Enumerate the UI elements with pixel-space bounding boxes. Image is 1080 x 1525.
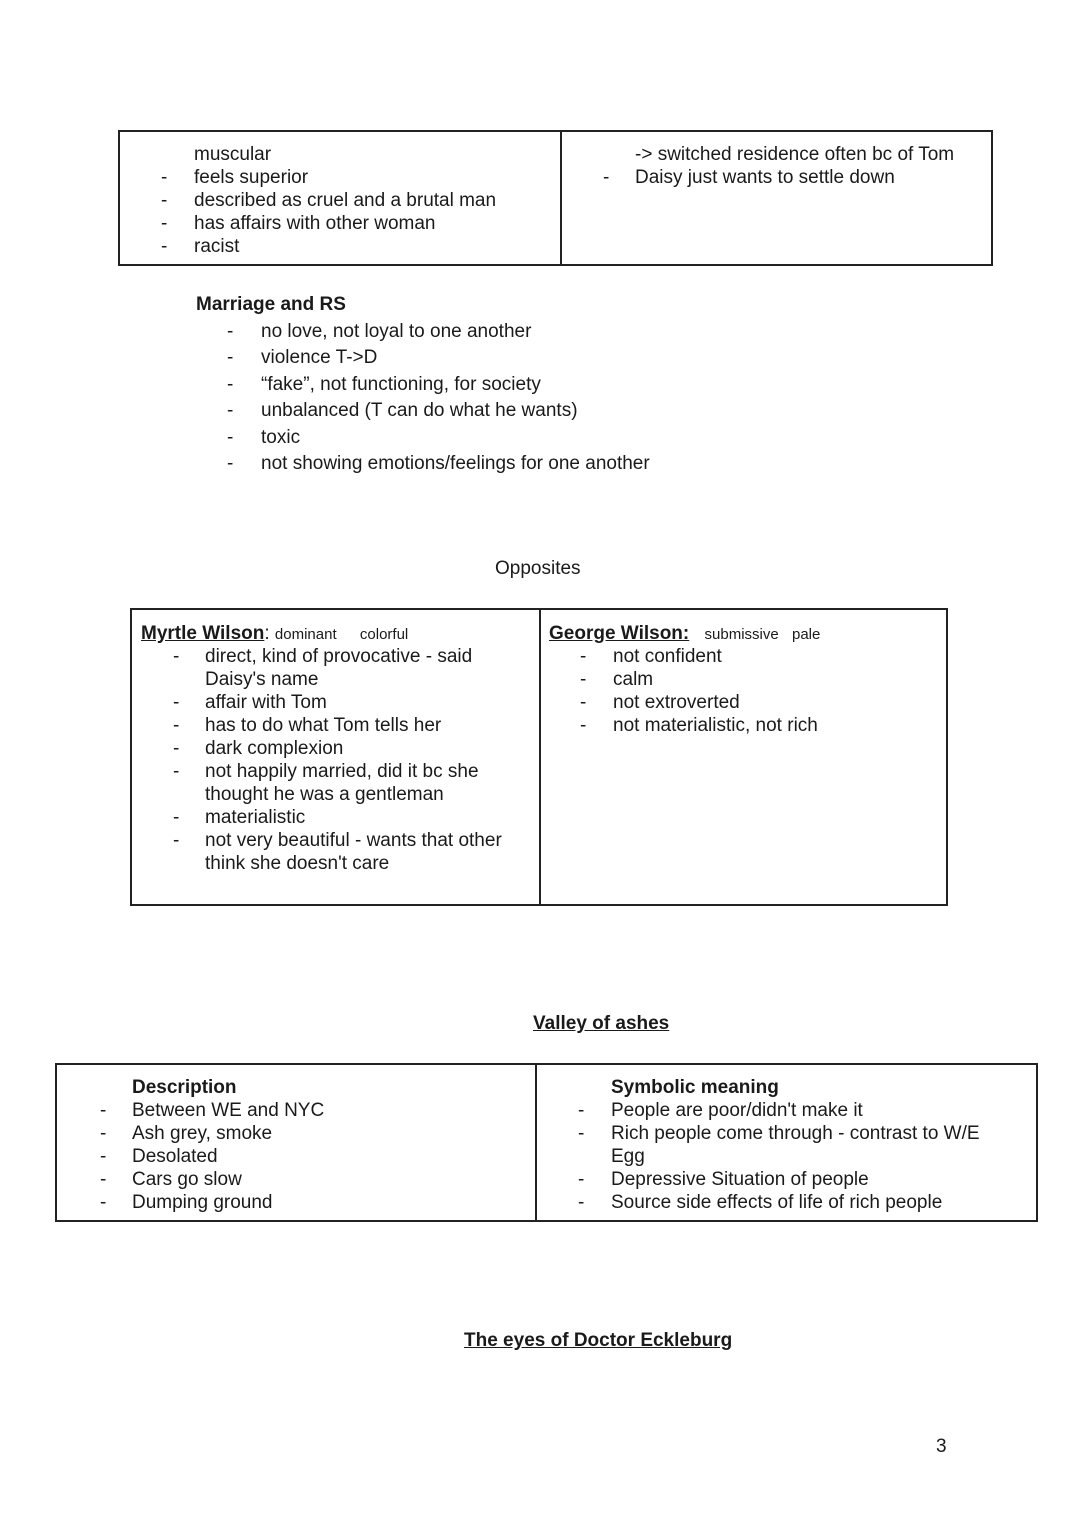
valley-symbolic-line: [537, 1145, 1036, 1168]
george-trait-pale: pale: [791, 626, 821, 643]
valley-description-line: [57, 1122, 535, 1145]
george-name: George Wilson:: [549, 623, 690, 644]
bullet-dash: -: [100, 1146, 107, 1167]
bullet-dash: -: [173, 830, 180, 851]
george-header: [541, 610, 946, 645]
myrtle-trait-text: not happily married, did it bc she: [205, 761, 479, 782]
marriage-item-text: not showing emotions/feelings for one another: [261, 452, 650, 474]
daisy-trait-text: Daisy just wants to settle down: [635, 167, 895, 188]
bullet-dash: -: [603, 167, 610, 188]
valley-description-cell: [56, 1064, 536, 1221]
valley-description-text: Between WE and NYC: [132, 1100, 325, 1121]
bullet-dash: -: [227, 347, 234, 369]
myrtle-trait-line: [132, 783, 539, 806]
myrtle-trait-line: [132, 737, 539, 760]
george-trait-text: not materialistic, not rich: [613, 715, 818, 736]
valley-symbolic-text: Rich people come through - contrast to W/E: [611, 1123, 980, 1144]
george-trait-submissive: submissive: [704, 626, 779, 643]
bullet-dash: -: [173, 807, 180, 828]
bullet-dash: -: [173, 738, 180, 759]
valley-description-line: [57, 1191, 535, 1214]
valley-description-line: [57, 1145, 535, 1168]
bullet-dash: -: [173, 715, 180, 736]
daisy-trait-line: [562, 143, 991, 166]
bullet-dash: -: [578, 1123, 585, 1144]
wilson-table: [130, 608, 948, 906]
george-trait-text: calm: [613, 669, 654, 690]
bullet-dash: -: [227, 400, 234, 422]
myrtle-trait-line: [132, 691, 539, 714]
bullet-dash: -: [580, 715, 587, 736]
myrtle-trait-line: [132, 760, 539, 783]
george-trait-line: [541, 645, 946, 668]
myrtle-trait-text: has to do what Tom tells her: [205, 715, 442, 736]
daisy-trait-text: -> switched residence often bc of Tom: [635, 144, 955, 165]
tom-trait-line: [120, 189, 560, 212]
bullet-dash: -: [227, 426, 234, 448]
valley-description-line: [57, 1099, 535, 1122]
myrtle-trait-text: not very beautiful - wants that other: [205, 830, 502, 851]
valley-symbolic-text: Depressive Situation of people: [611, 1169, 869, 1190]
myrtle-trait-line: [132, 645, 539, 668]
myrtle-trait-text: materialistic: [205, 807, 306, 828]
myrtle-trait-colorful: colorful: [359, 626, 409, 643]
valley-description-text: Cars go slow: [132, 1169, 242, 1190]
bullet-dash: -: [580, 646, 587, 667]
bullet-dash: -: [161, 213, 168, 234]
bullet-dash: -: [227, 373, 234, 395]
opposites-heading: Opposites: [495, 558, 581, 579]
bullet-dash: -: [173, 646, 180, 667]
valley-symbolic-line: [537, 1099, 1036, 1122]
tom-trait-text: described as cruel and a brutal man: [194, 190, 497, 211]
eckleburg-heading: The eyes of Doctor Eckleburg: [464, 1330, 733, 1351]
valley-symbolic-line: [537, 1168, 1036, 1191]
tom-trait-text: racist: [194, 236, 240, 257]
bullet-dash: -: [578, 1169, 585, 1190]
valley-description-text: Ash grey, smoke: [132, 1123, 273, 1144]
bullet-dash: -: [578, 1100, 585, 1121]
tom-trait-text: feels superior: [194, 167, 309, 188]
tom-trait-text: has affairs with other woman: [194, 213, 436, 234]
tom-trait-line: [120, 166, 560, 189]
myrtle-trait-line: [132, 829, 539, 852]
valley-symbolic-cell: [536, 1064, 1037, 1221]
tom-traits-cell: [119, 131, 561, 265]
valley-symbolic-line: [537, 1122, 1036, 1145]
page-number: 3: [936, 1436, 947, 1457]
tom-trait-line: [120, 212, 560, 235]
daisy-traits-cell: [561, 131, 992, 265]
marriage-heading: Marriage and RS: [196, 294, 346, 315]
myrtle-header: [132, 610, 539, 645]
myrtle-trait-text: think she doesn't care: [205, 853, 390, 874]
george-trait-line: [541, 714, 946, 737]
daisy-trait-line: [562, 166, 991, 189]
george-trait-text: not confident: [613, 646, 722, 667]
bullet-dash: -: [227, 321, 234, 342]
marriage-item-text: no love, not loyal to one another: [261, 321, 532, 342]
bullet-dash: -: [100, 1100, 107, 1121]
myrtle-trait-line: [132, 852, 539, 875]
bullet-dash: -: [580, 692, 587, 713]
tom-trait-line: [120, 235, 560, 258]
myrtle-trait-dominant: dominant: [274, 626, 337, 643]
marriage-item-text: toxic: [261, 426, 301, 448]
myrtle-sep: :: [264, 623, 270, 644]
george-trait-line: [541, 691, 946, 714]
valley-symbolic-line: [537, 1191, 1036, 1214]
myrtle-trait-line: [132, 714, 539, 737]
myrtle-name: Myrtle Wilson: [141, 623, 265, 644]
valley-symbolic-text: Source side effects of life of rich people: [611, 1192, 943, 1213]
bullet-dash: -: [227, 452, 234, 474]
bullet-dash: -: [100, 1169, 107, 1190]
bullet-dash: -: [578, 1192, 585, 1213]
george-trait-line: [541, 668, 946, 691]
bullet-dash: -: [161, 236, 168, 257]
valley-symbolic-title: Symbolic meaning: [611, 1077, 779, 1098]
valley-description-line: [57, 1168, 535, 1191]
valley-description-title: Description: [132, 1077, 237, 1098]
bullet-dash: -: [100, 1123, 107, 1144]
valley-heading: Valley of ashes: [533, 1013, 670, 1034]
valley-description-text: Desolated: [132, 1146, 218, 1167]
valley-symbolic-text: Egg: [611, 1146, 645, 1167]
myrtle-trait-text: affair with Tom: [205, 692, 327, 713]
valley-symbolic-text: People are poor/didn't make it: [611, 1100, 863, 1121]
george-cell: [540, 609, 947, 905]
valley-table: [55, 1063, 1038, 1222]
myrtle-trait-text: Daisy's name: [205, 669, 319, 690]
bullet-dash: -: [580, 669, 587, 690]
bullet-dash: -: [100, 1192, 107, 1213]
myrtle-trait-line: [132, 806, 539, 829]
marriage-item-text: “fake”, not functioning, for society: [261, 373, 541, 395]
myrtle-trait-text: thought he was a gentleman: [205, 784, 444, 805]
george-trait-text: not extroverted: [613, 692, 740, 713]
bullet-dash: -: [161, 167, 168, 188]
tom-trait-text: muscular: [194, 144, 272, 165]
tom-daisy-table: [118, 130, 993, 266]
myrtle-cell: [131, 609, 540, 905]
tom-trait-line: [120, 143, 560, 166]
marriage-item-text: unbalanced (T can do what he wants): [261, 400, 578, 422]
bullet-dash: -: [173, 761, 180, 782]
myrtle-trait-line: [132, 668, 539, 691]
bullet-dash: -: [173, 692, 180, 713]
myrtle-trait-text: direct, kind of provocative - said: [205, 646, 473, 667]
valley-description-text: Dumping ground: [132, 1192, 273, 1213]
marriage-item-text: violence T->D: [261, 347, 378, 369]
myrtle-trait-text: dark complexion: [205, 738, 344, 759]
bullet-dash: -: [161, 190, 168, 211]
